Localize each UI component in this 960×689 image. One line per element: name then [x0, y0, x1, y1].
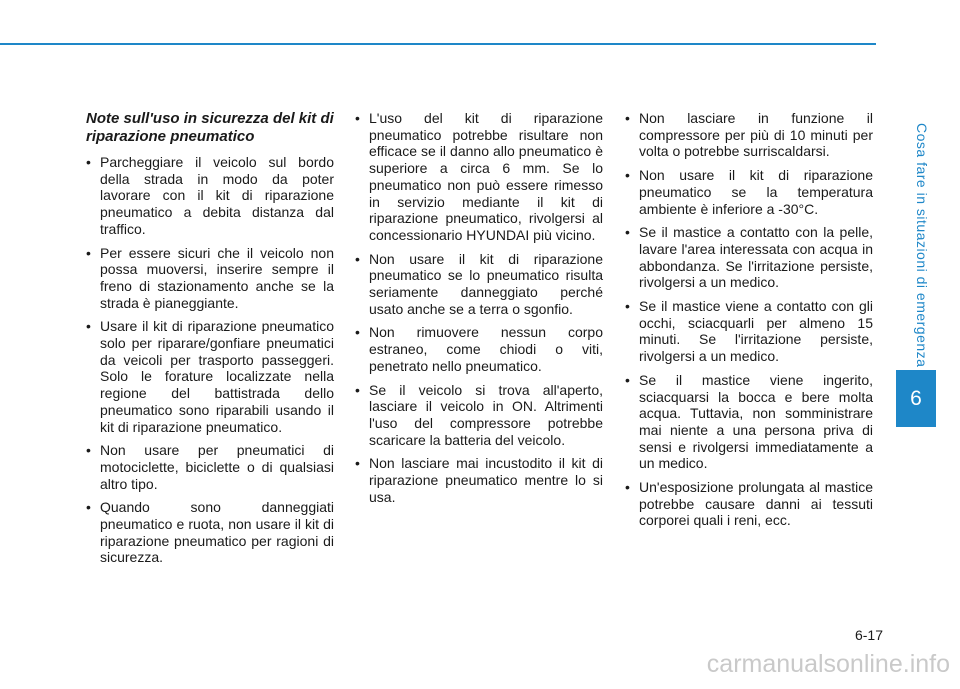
section-title-vertical: Cosa fare in situazioni di emergenza [914, 122, 930, 368]
watermark: carmanualsonline.info [706, 650, 950, 678]
list-item: • Non lasciare mai incustodito il kit di riparazione pneumatico mentre lo si usa. [355, 455, 603, 505]
list-item: • Un'esposizione prolungata al mastice potrebbe causare danni ai tessuti corporei quali i reni, ecc. [625, 479, 873, 529]
bullet-list-1 [86, 154, 334, 566]
list-item: • Quando sono danneggiati pneumatico e ruota, non usare il kit di riparazione pneumatico per ragioni di sicurezza. [86, 499, 334, 566]
list-item: • Se il mastice a contatto con la pelle, lavare l'area interessata con acqua in abbondanza. Se l'irritazione persiste, rivolgersi a un medico. [625, 224, 873, 291]
list-item: • Se il veicolo si trova all'aperto, lasciare il veicolo in ON. Altrimenti l'uso del compressore potrebbe scaricare la batteria del veicolo. [355, 382, 603, 449]
list-item: • Non usare il kit di riparazione pneumatico se la temperatura ambiente è inferiore a -30°C. [625, 167, 873, 217]
chapter-number: 6 [910, 386, 922, 410]
list-item: • Non usare il kit di riparazione pneumatico se lo pneumatico risulta seriamente danneggiato perché usato anche se a terra o sgonfio. [355, 251, 603, 318]
list-item: • Se il mastice viene a contatto con gli occhi, sciacquarli per almeno 15 minuti. Se l'irritazione persiste, rivolgersi a un medico. [625, 298, 873, 365]
list-item: • Non rimuovere nessun corpo estraneo, come chiodi o viti, penetrato nello pneumatico. [355, 324, 603, 374]
list-item: • Non usare per pneumatici di motociclette, biciclette o di qualsiasi altro tipo. [86, 442, 334, 492]
column-2 [355, 110, 603, 512]
page-number: 6-17 [854, 627, 883, 643]
list-item: • L'uso del kit di riparazione pneumatico potrebbe risultare non efficace se il danno allo pneumatico è superiore a circa 6 mm. Se lo pneumatico non può essere rimesso in servizio mediante il kit di riparazione pneumatico, rivolgersi al concessionario HYUNDAI più vicino. [355, 110, 603, 244]
chapter-tab [896, 370, 936, 427]
column-1 [86, 110, 334, 573]
list-item: • Parcheggiare il veicolo sul bordo della strada in modo da poter lavorare con il kit di riparazione pneumatico a debita distanza dal traffico. [86, 154, 334, 238]
bullet-list-3 [625, 110, 873, 529]
section-heading: Note sull'uso in sicurezza del kit di riparazione pneumatico [86, 110, 334, 145]
list-item: • Non lasciare in funzione il compressore per più di 10 minuti per volta o potrebbe surriscaldarsi. [625, 110, 873, 160]
column-3 [625, 110, 873, 536]
list-item: • Per essere sicuri che il veicolo non possa muoversi, inserire sempre il freno di stazionamento anche se la strada è pianeggiante. [86, 245, 334, 312]
bullet-list-2 [355, 110, 603, 505]
list-item: • Usare il kit di riparazione pneumatico solo per riparare/gonfiare pneumatici da veicoli per trasporto passeggeri. Solo le forature localizzate nella regione del battistrada dello pneumatico sono riparabili usando il kit di riparazione pneumatico. [86, 318, 334, 435]
list-item: • Se il mastice viene ingerito, sciacquarsi la bocca e bere molta acqua. Tuttavia, non somministrare mai niente a una persona priva di sensi e rivolgersi immediatamente a un medico. [625, 372, 873, 472]
header-rule [0, 43, 876, 45]
